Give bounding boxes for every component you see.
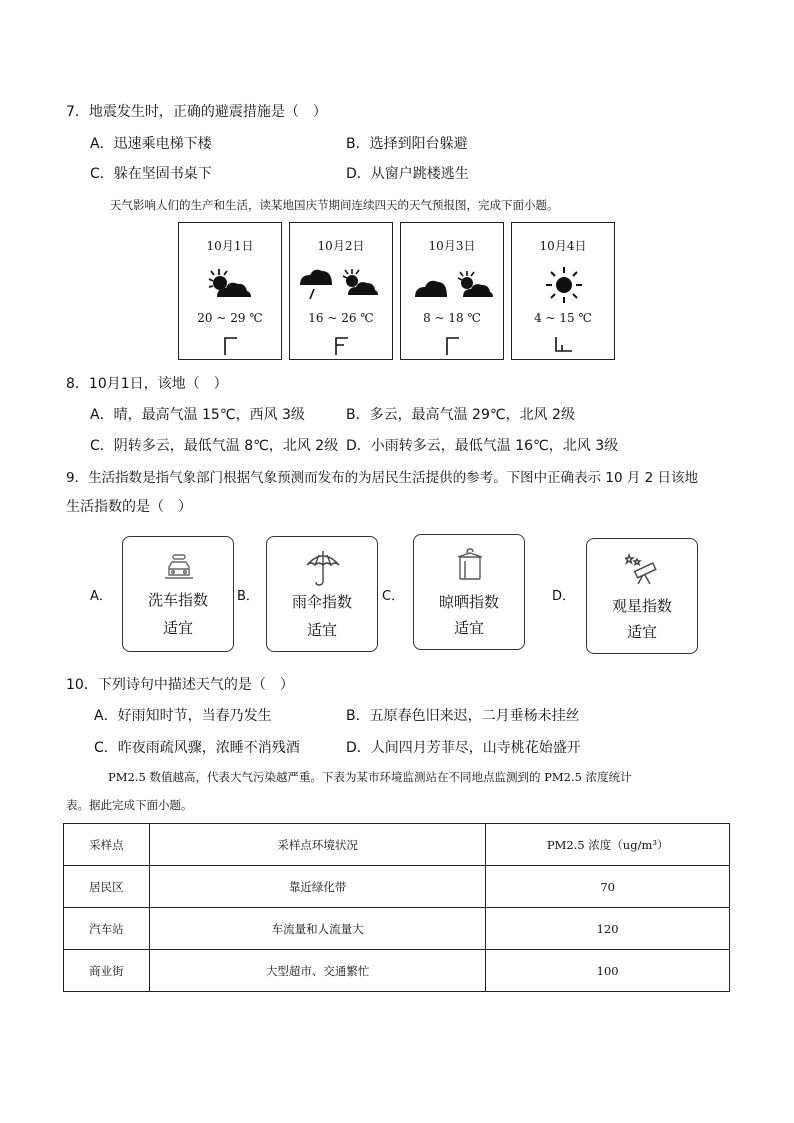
wind-barb-icon — [223, 335, 239, 355]
weather-temperature: 20 ~ 29 ℃ — [197, 311, 263, 325]
table-header-cell: 采样点环境状况 — [149, 824, 485, 866]
q7-option-d: D．从窗户跳楼逃生 — [346, 166, 469, 182]
q9-letter-d: D． — [552, 589, 576, 604]
table-cell: 70 — [486, 866, 730, 908]
table-header-cell: 采样点 — [64, 824, 150, 866]
table-cell: 靠近绿化带 — [149, 866, 485, 908]
weather-day-card — [400, 222, 504, 360]
rain-then-partly-cloudy-icon — [290, 263, 394, 303]
weather-temperature: 16 ~ 26 ℃ — [308, 311, 374, 325]
wind-barb-icon — [554, 335, 574, 355]
life-index-value: 适宜 — [626, 623, 657, 641]
pm25-table — [63, 823, 730, 992]
life-index-value: 适宜 — [306, 621, 337, 639]
table-cell: 商业街 — [64, 950, 150, 992]
weather-date: 10月2日 — [317, 239, 365, 253]
q8-option-a: A．晴，最高气温 15℃，西风 3级 — [90, 407, 305, 423]
weather-date: 10月4日 — [539, 239, 587, 253]
wind-barb-icon — [445, 335, 461, 355]
q7-option-b: B．选择到阳台躲避 — [346, 136, 468, 152]
weather-temperature: 4 ~ 15 ℃ — [534, 311, 592, 325]
table-cell: 汽车站 — [64, 908, 150, 950]
table-cell: 120 — [486, 908, 730, 950]
q7-option-c: C．躲在坚固书桌下 — [90, 166, 212, 182]
life-index-card — [122, 536, 234, 652]
q10-option-c: C．昨夜雨疏风骤，浓睡不消残酒 — [94, 740, 300, 756]
life-index-name: 洗车指数 — [147, 591, 208, 609]
table-cell: 大型超市、交通繁忙 — [149, 950, 485, 992]
umbrella-icon — [305, 547, 341, 587]
table-row — [64, 950, 730, 992]
q10-stem: 10．下列诗句中描述天气的是（ ） — [66, 677, 294, 693]
q8-option-d: D．小雨转多云，最低气温 16℃，北风 3级 — [346, 438, 619, 454]
drying-clothes-icon — [454, 547, 486, 583]
weather-intro: 天气影响人们的生产和生活，读某地国庆节期间连续四天的天气预报图，完成下面小题。 — [110, 198, 559, 212]
life-index-card — [586, 538, 698, 654]
table-row — [64, 866, 730, 908]
table-header-row — [64, 824, 730, 866]
sunny-icon — [512, 263, 616, 303]
weather-temperature: 8 ~ 18 ℃ — [423, 311, 481, 325]
q10-option-b: B．五原春色旧来迟，二月垂杨未挂丝 — [346, 708, 580, 724]
life-index-name: 雨伞指数 — [291, 593, 352, 611]
q9-letter-b: B． — [237, 589, 259, 604]
life-index-value: 适宜 — [453, 619, 484, 637]
table-row — [64, 908, 730, 950]
table-header-cell: PM2.5 浓度（ug/m³） — [486, 824, 730, 866]
q10-option-d: D．人间四月芳菲尽，山寺桃花始盛开 — [346, 740, 581, 756]
pm25-intro-line1: PM2.5 数值越高，代表大气污染越严重。下表为某市环境监测站在不同地点监测到的 PM2.5 浓度统计 — [108, 770, 632, 784]
life-index-name: 观星指数 — [611, 597, 672, 615]
q7-option-a: A．迅速乘电梯下楼 — [90, 136, 212, 152]
q8-stem: 8．10月1日，该地（ ） — [66, 376, 228, 392]
weather-day-card — [178, 222, 282, 360]
car-wash-icon — [163, 553, 195, 581]
q9-stem-line2: 生活指数的是（ ） — [66, 499, 192, 515]
life-index-card — [266, 536, 378, 652]
q8-option-c: C．阴转多云，最低气温 8℃，北风 2级 — [90, 438, 339, 454]
sun-behind-cloud-icon — [179, 263, 283, 303]
life-index-value: 适宜 — [162, 619, 193, 637]
q9-stem-line1: 9．生活指数是指气象部门根据气象预测而发布的为居民生活提供的参考。下图中正确表示 10 月 2 日该地 — [66, 470, 699, 486]
weather-day-card — [511, 222, 615, 360]
weather-date: 10月1日 — [206, 239, 254, 253]
cloudy-then-partly-cloudy-icon — [401, 263, 505, 303]
q9-letter-a: A． — [90, 589, 112, 604]
weather-day-card — [289, 222, 393, 360]
table-cell: 居民区 — [64, 866, 150, 908]
telescope-icon — [625, 553, 661, 585]
weather-date: 10月3日 — [428, 239, 476, 253]
q10-option-a: A．好雨知时节，当春乃发生 — [94, 708, 272, 724]
life-index-card — [413, 534, 525, 650]
table-cell: 车流量和人流量大 — [149, 908, 485, 950]
pm25-intro-line2: 表。据此完成下面小题。 — [66, 798, 193, 812]
wind-barb-icon — [334, 335, 350, 355]
life-index-name: 晾晒指数 — [438, 593, 499, 611]
q8-option-b: B．多云，最高气温 29℃，北风 2级 — [346, 407, 575, 423]
q9-letter-c: C． — [382, 589, 405, 604]
q7-stem: 7．地震发生时，正确的避震措施是（ ） — [66, 104, 327, 120]
table-cell: 100 — [486, 950, 730, 992]
